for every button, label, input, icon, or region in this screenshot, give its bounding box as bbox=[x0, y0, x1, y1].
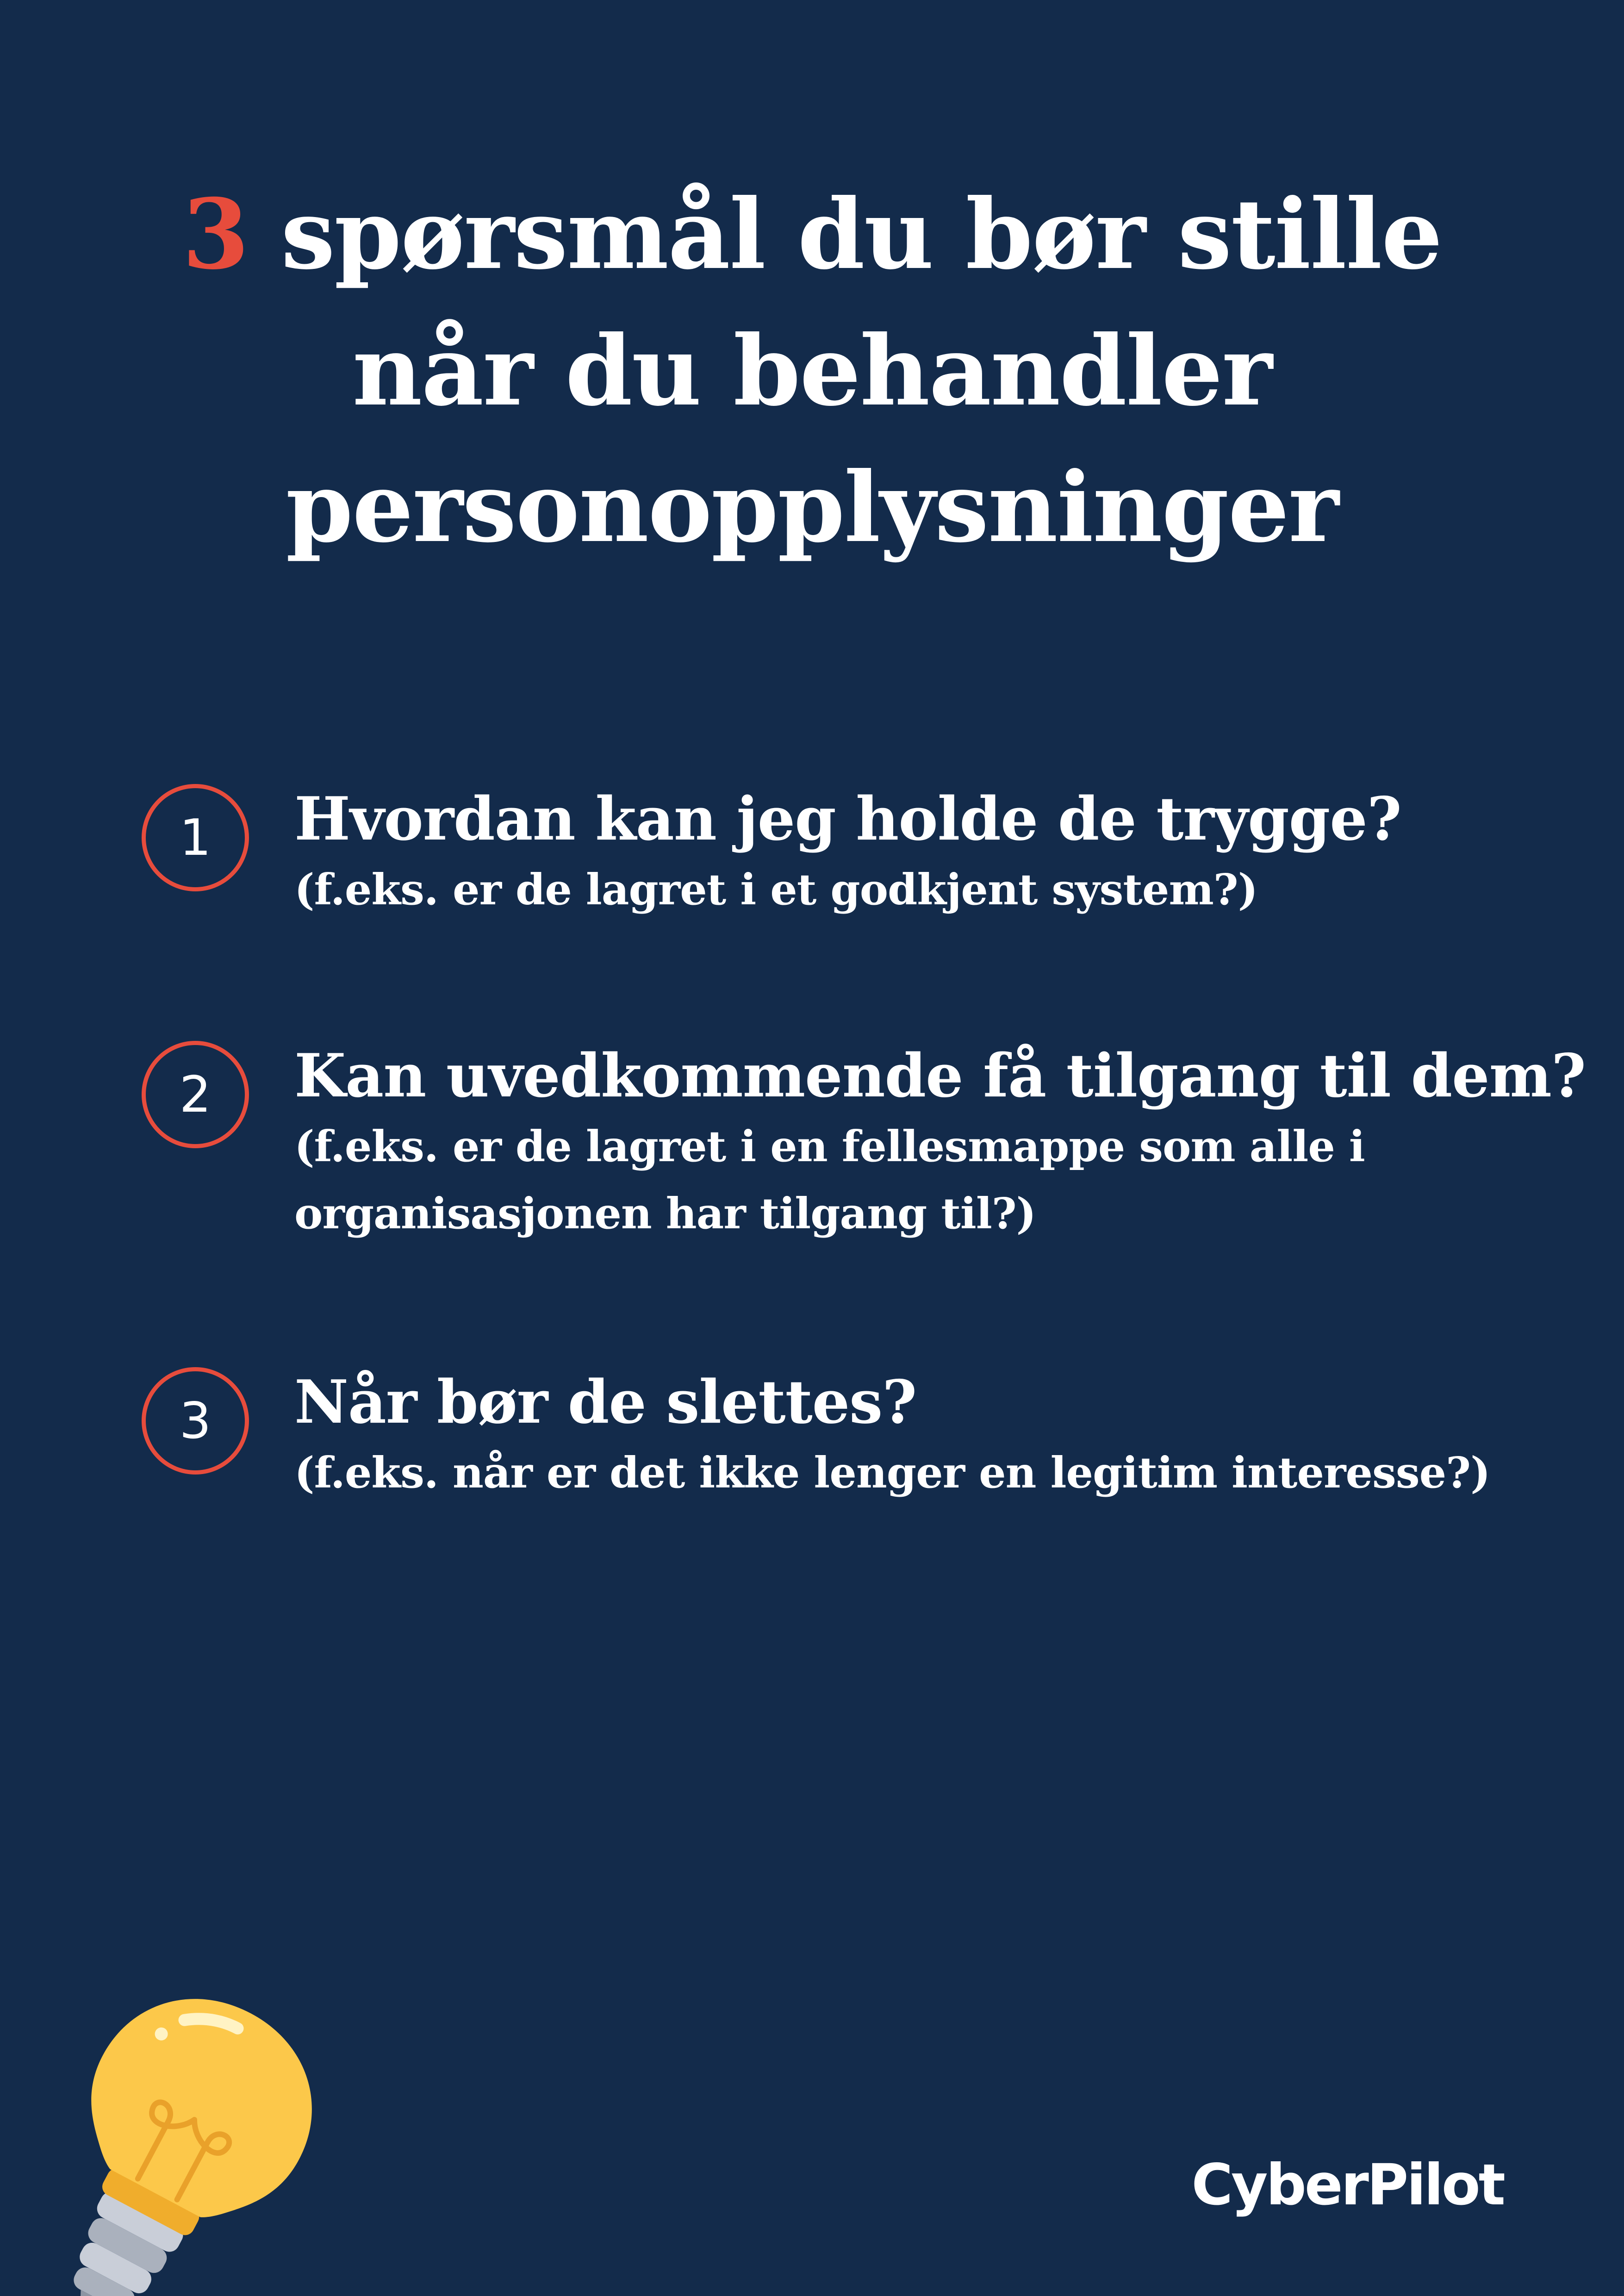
question-example: (f.eks. er de lagret i et godkjent system?) bbox=[294, 865, 1258, 915]
question-heading: Hvordan kan jeg holde de trygge? bbox=[294, 784, 1401, 854]
question-number-badge: 2 bbox=[142, 1041, 249, 1148]
page-title bbox=[0, 167, 1624, 576]
question-text bbox=[294, 1365, 1590, 1506]
question-number-badge: 1 bbox=[142, 784, 249, 891]
brand-logo: CyberPilot bbox=[1191, 2152, 1504, 2218]
question-heading: Kan uvedkommende få tilgang til dem? bbox=[294, 1041, 1586, 1111]
title-line-2: når du behandler bbox=[352, 315, 1272, 428]
title-line-3: personopplysninger bbox=[286, 451, 1338, 564]
question-example-line-2: organisasjonen har tilgang til?) bbox=[294, 1188, 1036, 1238]
title-line-1 bbox=[0, 167, 1624, 303]
question-example: (f.eks. når er det ikke lenger en legitim interesse?) bbox=[294, 1448, 1490, 1498]
title-number: 3 bbox=[182, 178, 249, 291]
question-heading: Når bør de slettes? bbox=[294, 1368, 917, 1437]
question-text bbox=[294, 1039, 1590, 1247]
title-line-1-text: spørsmål du bør stille bbox=[281, 178, 1442, 291]
lightbulb-icon bbox=[0, 1981, 333, 2296]
question-text bbox=[294, 782, 1590, 923]
question-number-badge: 3 bbox=[142, 1367, 249, 1475]
question-example-line-1: (f.eks. er de lagret i en fellesmappe som alle i bbox=[294, 1121, 1365, 1171]
